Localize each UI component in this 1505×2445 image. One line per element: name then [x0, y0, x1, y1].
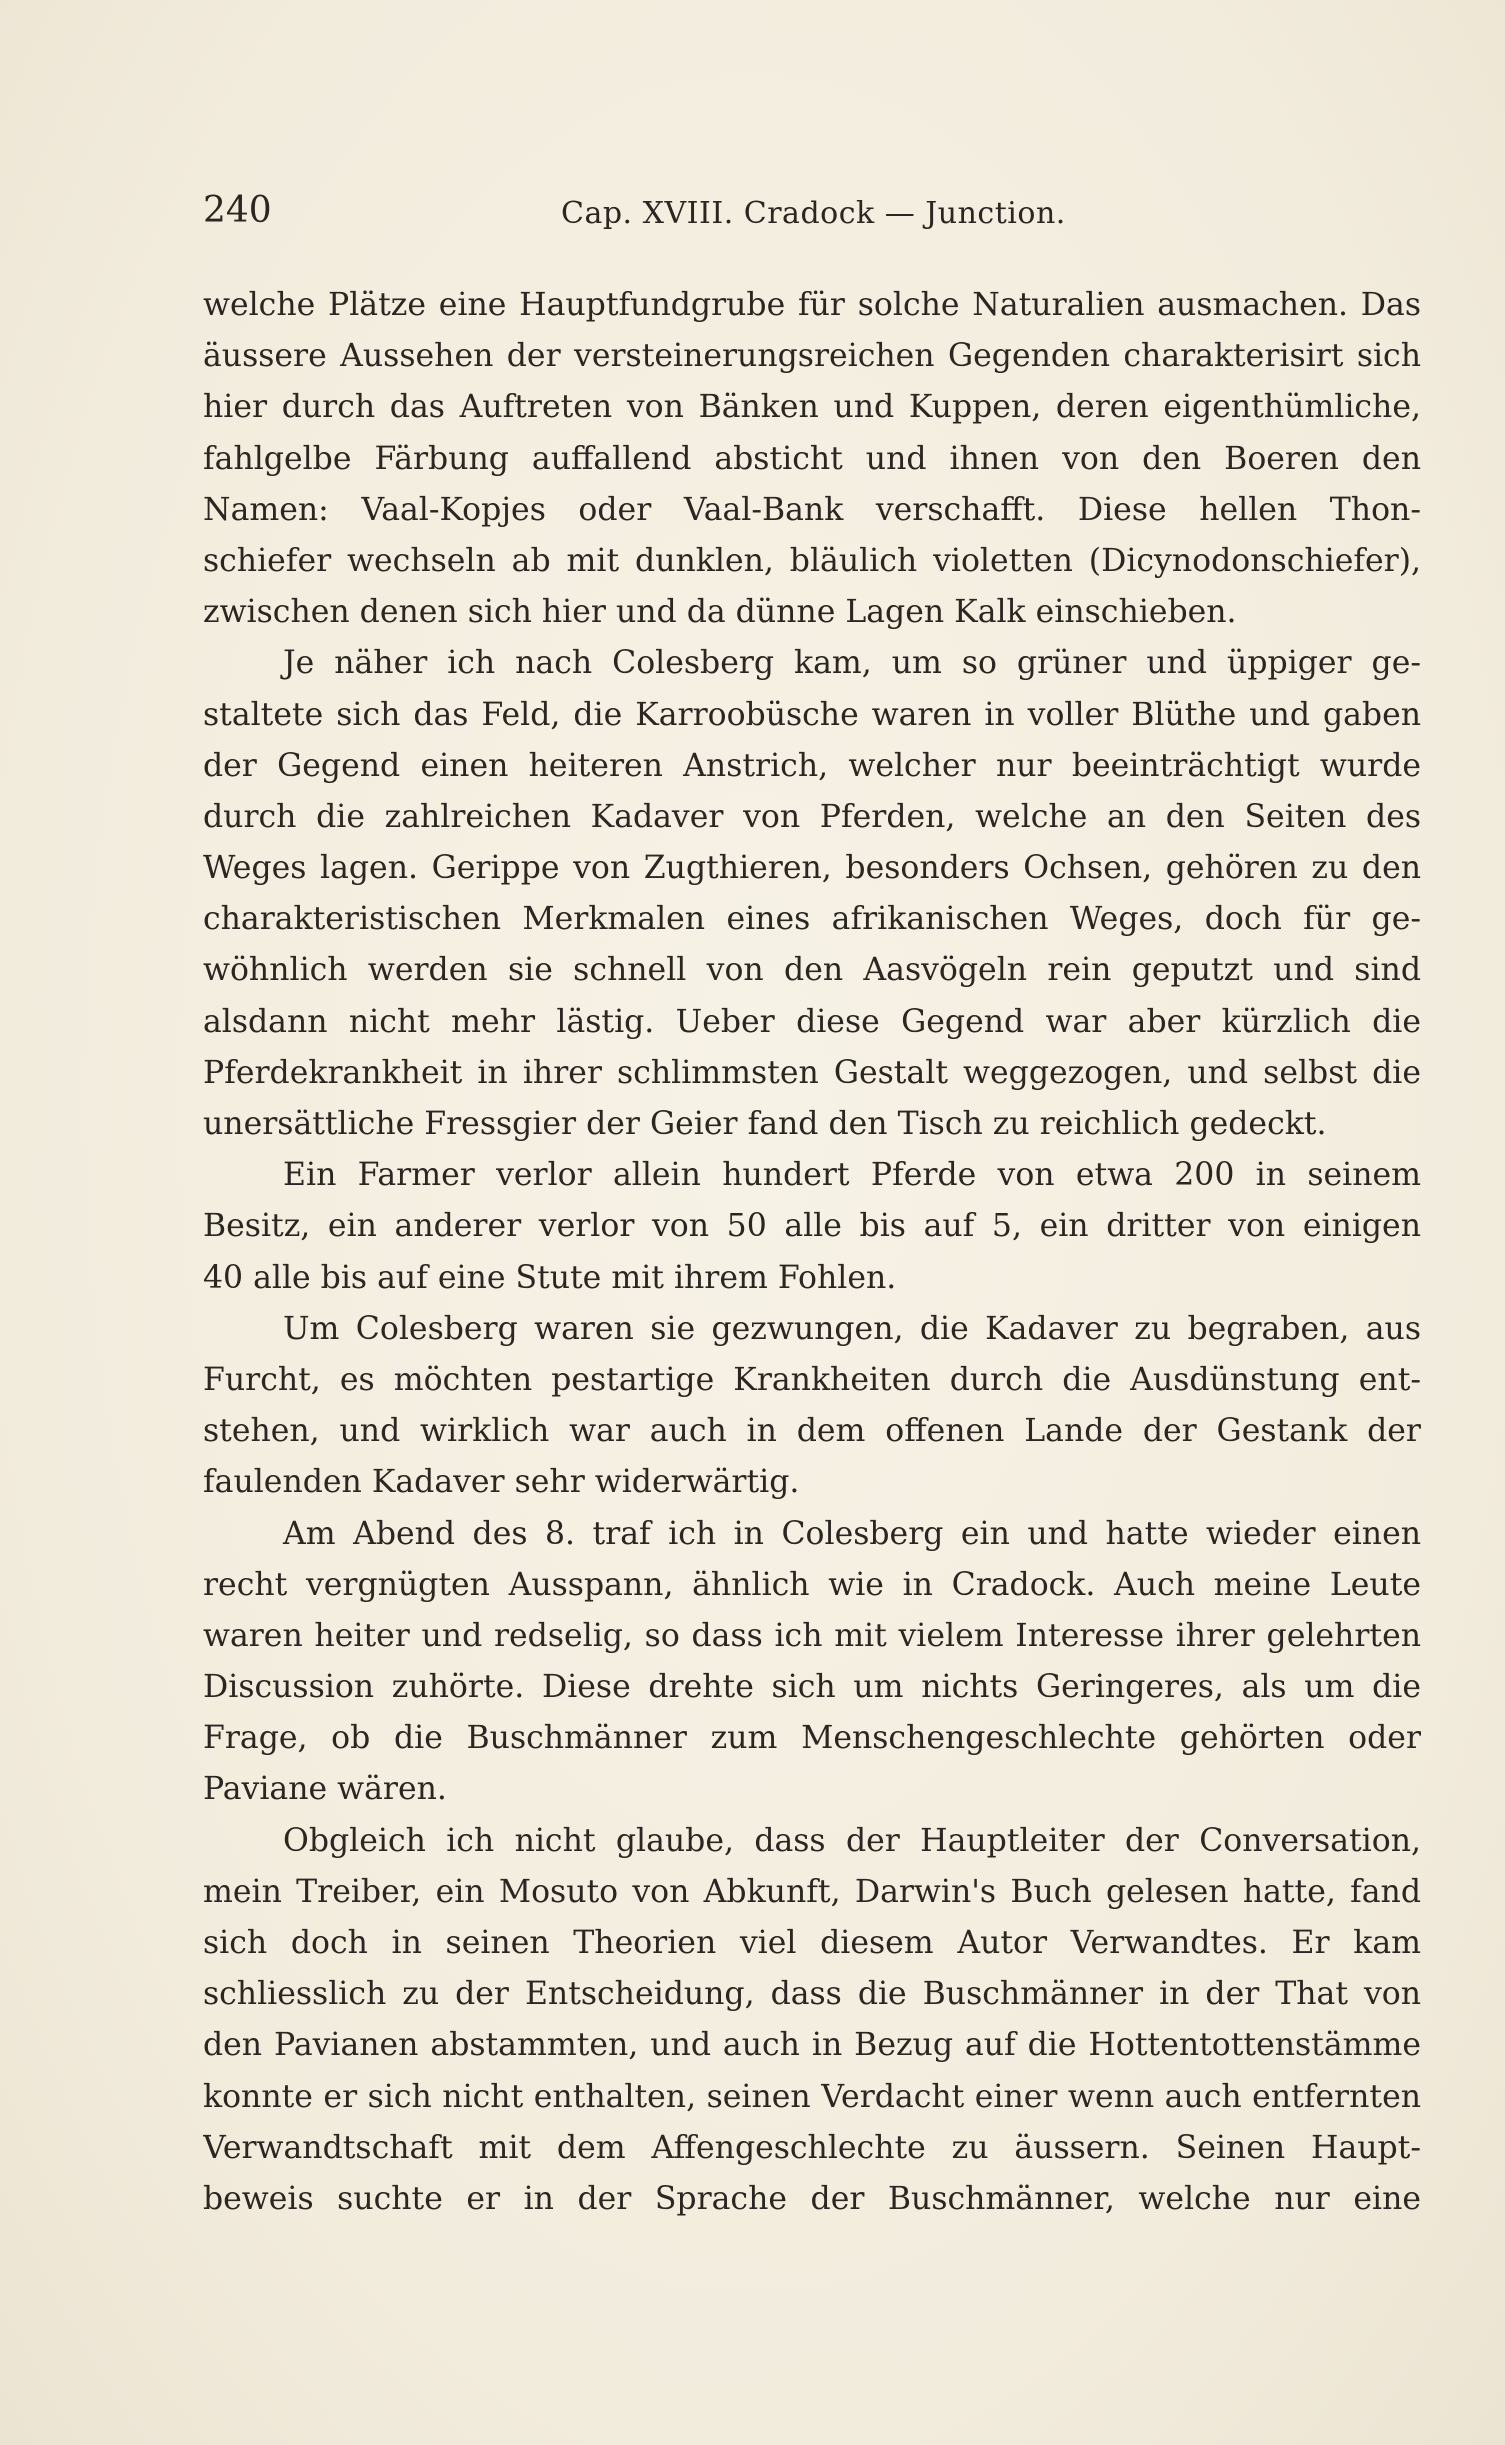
text-line: 40 alle bis auf eine Stute mit ihrem Fohlen.	[203, 1259, 897, 1296]
text-line: durch die zahlreichen Kadaver von Pferden, welche an den Seiten des	[203, 798, 1421, 835]
text-line: Um Colesberg waren sie gezwungen, die Kadaver zu begraben, aus	[283, 1310, 1421, 1347]
text-line: beweis suchte er in der Sprache der Buschmänner, welche nur eine	[203, 2180, 1421, 2217]
text-line: Pferdekrankheit in ihrer schlimmsten Gestalt weggezogen, und selbst die	[203, 1054, 1421, 1091]
text-line: schiefer wechseln ab mit dunklen, bläulich violetten (Dicynodonschiefer),	[203, 542, 1421, 579]
text-line: Discussion zuhörte. Diese drehte sich um nichts Geringeres, als um die	[203, 1669, 1421, 1706]
text-line: faulenden Kadaver sehr widerwärtig.	[203, 1464, 800, 1501]
text-line: konnte er sich nicht enthalten, seinen Verdacht einer wenn auch entfernten	[203, 2078, 1421, 2115]
text-line: Obgleich ich nicht glaube, dass der Hauptleiter der Conversation,	[283, 1822, 1421, 1859]
text-line: Frage, ob die Buschmänner zum Menschengeschlechte gehörten oder	[203, 1720, 1421, 1757]
page-header	[203, 190, 1303, 240]
text-line: den Pavianen abstammten, und auch in Bezug auf die Hottentottenstämme	[203, 2027, 1421, 2064]
text-line: schliesslich zu der Entscheidung, dass die Buschmänner in der That von	[203, 1976, 1421, 2013]
text-line: äussere Aussehen der versteinerungsreichen Gegenden charakterisirt sich	[203, 338, 1421, 375]
text-line: zwischen denen sich hier und da dünne Lagen Kalk einschieben.	[203, 594, 1237, 631]
text-line: Verwandtschaft mit dem Affengeschlechte zu äussern. Seinen Haupt-	[203, 2129, 1421, 2166]
text-line: Besitz, ein anderer verlor von 50 alle bis auf 5, ein dritter von einigen	[203, 1208, 1421, 1245]
text-line: Weges lagen. Gerippe von Zugthieren, besonders Ochsen, gehören zu den	[203, 850, 1421, 887]
text-line: stehen, und wirklich war auch in dem offenen Lande der Gestank der	[203, 1413, 1421, 1450]
text-line: fahlgelbe Färbung auffallend absticht und ihnen von den Boeren den	[203, 440, 1421, 477]
text-line: unersättliche Fressgier der Geier fand den Tisch zu reichlich gedeckt.	[203, 1106, 1327, 1142]
text-line: Furcht, es möchten pestartige Krankheiten durch die Ausdünstung ent-	[203, 1361, 1421, 1398]
text-line: Je näher ich nach Colesberg kam, um so grüner und üppiger ge-	[283, 645, 1421, 682]
text-line: waren heiter und redselig, so dass ich mit vielem Interesse ihrer gelehrten	[203, 1617, 1421, 1654]
text-line: Namen: Vaal-Kopjes oder Vaal-Bank verschafft. Diese hellen Thon-	[203, 491, 1421, 528]
text-line: Ein Farmer verlor allein hundert Pferde von etwa 200 in seinem	[283, 1157, 1421, 1194]
text-line: Paviane wären.	[203, 1771, 447, 1808]
text-line: staltete sich das Feld, die Karroobüsche waren in voller Blüthe und gaben	[203, 696, 1421, 733]
text-line: hier durch das Auftreten von Bänken und Kuppen, deren eigenthümliche,	[203, 389, 1421, 426]
text-line: welche Plätze eine Hauptfundgrube für solche Naturalien ausmachen. Das	[203, 287, 1421, 323]
text-line: recht vergnügten Ausspann, ähnlich wie in Cradock. Auch meine Leute	[203, 1566, 1421, 1603]
text-line: charakteristischen Merkmalen eines afrikanischen Weges, doch für ge-	[203, 901, 1421, 938]
running-head: Cap. XVIII. Cradock — Junction.	[561, 196, 1066, 231]
text-line: mein Treiber, ein Mosuto von Abkunft, Darwin's Buch gelesen hatte, fand	[203, 1873, 1421, 1910]
text-line: der Gegend einen heiteren Anstrich, welcher nur beeinträchtigt wurde	[203, 747, 1421, 784]
text-line: wöhnlich werden sie schnell von den Aasvögeln rein geputzt und sind	[203, 952, 1421, 989]
text-line: sich doch in seinen Theorien viel diesem Autor Verwandtes. Er kam	[203, 1925, 1421, 1961]
text-line: Am Abend des 8. traf ich in Colesberg ein und hatte wieder einen	[283, 1515, 1421, 1552]
page-number: 240	[203, 190, 272, 231]
text-line: alsdann nicht mehr lästig. Ueber diese Gegend war aber kürzlich die	[203, 1003, 1421, 1040]
body-text	[203, 280, 1423, 2225]
